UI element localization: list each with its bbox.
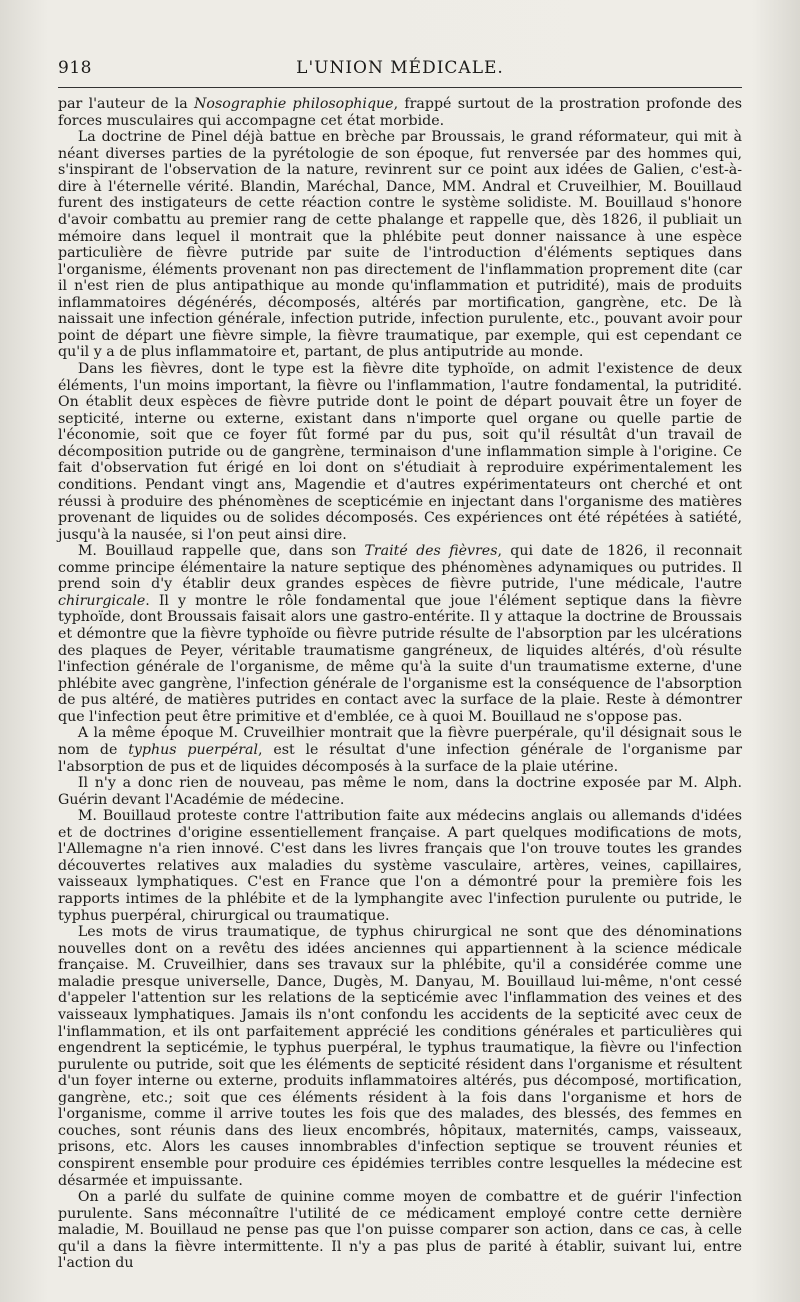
paragraph <box>58 543 742 725</box>
paragraph <box>58 808 742 924</box>
paragraph <box>58 775 742 808</box>
text-run: A la même époque M. Cruveilhier montrait que la fièvre puerpérale, qu'il désignait sous le nom de <box>58 725 742 758</box>
header-rule <box>58 87 742 88</box>
text-run: On a parlé du sulfate de quinine comme moyen de combattre et de guérir l'infection purulente. Sans méconnaître l'utilité de ce médicament employé contre cette dernière maladie, M. Bouillaud ne pense pas que l'on puisse comparer son action, dans ce cas, à celle qu'il a dans la fièvre intermittente. Il n'y a pas plus de parité à établir, suivant lui, entre l'action du <box>58 1189 742 1272</box>
text-run: . Il y montre le rôle fondamental que joue l'élément septique dans la fièvre typhoïde, dont Broussais faisait alors une gastro-entérite. Il y attaque la doctrine de Broussais et démontre que la fièvre typhoïde ou fièvre putride résulte de l'absorption par les ulcérations des plaques de Peyer, véritable traumatisme gangréneux, de liquides altérés, d'où résulte l'infection générale de l'organisme, de même qu'à la suite d'un traumatisme externe, d'une phlébite avec gangrène, l'infection générale de l'organisme est la conséquence de l'absorption de pus altéré, de matières putrides en contact avec la surface de la plaie. Reste à démontrer que l'infection peut être primitive et d'emblée, ce à quoi M. Bouillaud ne s'oppose pas. <box>58 592 742 725</box>
italic-text: Nosographie philosophique <box>194 96 394 112</box>
text-run: M. Bouillaud proteste contre l'attribution faite aux médecins anglais ou allemands d'idées et de doctrines d'origine essentiellement française. A part quelques modifications de mots, l'Allemagne n'a rien innové. C'est dans les livres français que l'on trouve toutes les grandes découvertes relatives aux maladies du système vasculaire, artères, veines, capillaires, vaisseaux lymphatiques. C'est en France que l'on a démontré pour la première fois les rapports intimes de la phlébite et de la lymphangite avec l'infection purulente ou putride, le typhus puerpéral, chirurgical ou traumatique. <box>58 808 742 924</box>
text-run: par l'auteur de la <box>58 96 194 112</box>
paragraph <box>58 129 742 361</box>
italic-text: typhus puerpéral <box>128 741 259 758</box>
text-run: Il n'y a donc rien de nouveau, pas même le nom, dans la doctrine exposée par M. Alph. Guérin devant l'Académie de médecine. <box>58 775 742 808</box>
paragraph <box>58 96 742 129</box>
italic-text: Traité des fièvres <box>364 543 498 560</box>
running-title: L'UNION MÉDICALE. <box>296 58 504 78</box>
text-run: , qui date de 1826, il reconnait comme principe élémentaire la nature septique des phénomènes adynamiques ou putrides. Il prend soin d'y établir deux grandes espèces de fièvre putride, l'une médicale, l'autre <box>58 543 743 593</box>
paragraph <box>58 1189 742 1272</box>
paragraph <box>58 924 742 1189</box>
paragraph <box>58 361 742 543</box>
text-run: Les mots de virus traumatique, de typhus chirurgical ne sont que des dénominations nouvelles dont on a revêtu des idées anciennes qui appartiennent à la science médicale française. M. Cruveilhier, dans ses travaux sur la phlébite, qu'il a considérée comme une maladie presque universelle, Dance, Dugès, M. Danyau, M. Bouillaud lui-même, n'ont cessé d'appeler l'attention sur les relations de la septicémie avec l'inflammation des veines et des vaisseaux lymphatiques. Jamais ils n'ont confondu les accidents de la septicité avec ceux de l'inflammation, et ils ont parfaitement apprécié les conditions générales et particulières qui engendrent la septicémie, le typhus puerpéral, le typhus traumatique, la fièvre ou l'infection purulente ou putride, soit que les éléments de septicité résident dans l'organisme et résultent d'un foyer interne ou externe, produits inflammatoires altérés, pus décomposé, mortification, gangrène, etc.; soit que ces éléments résident à la fois dans l'organisme et hors de l'organisme, comme il arrive toutes les fois que des malades, des blessés, des femmes en couches, sont réunis dans des lieux encombrés, hôpitaux, maternités, camps, vaisseaux, prisons, etc. Alors les causes innombrables d'infection septique se trouvent réunies et conspirent ensemble pour produire ces épidémies terribles contre lesquelles la médecine est désarmée et impuissante. <box>58 924 742 1189</box>
text-run: La doctrine de Pinel déjà battue en brèche par Broussais, le grand réformateur, qui mit à néant diverses parties de la pyrétologie de son époque, fut renversée par des hommes qui, s'inspirant de l'observation de la nature, revinrent sur ce point aux idées de Galien, c'est-à-dire à l'éternelle vérité. Blandin, Maréchal, Dance, MM. Andral et Cruveilhier, M. Bouillaud furent des instigateurs de cette réaction contre le système solidiste. M. Bouillaud s'honore d'avoir combattu au premier rang de cette phalange et rappelle que, dès 1826, il publiait un mémoire dans lequel il montrait que la phlébite peut donner naissance à une espèce particulière de fièvre putride par suite de l'introduction d'éléments septiques dans l'organisme, éléments provenant non pas directement de l'inflammation proprement dite (car il n'est rien de plus antipathique au monde qu'inflammation et putridité), mais de produits inflammatoires dégénérés, décomposés, altérés par mortification, gangrène, etc. De là naissait une infection générale, infection putride, infection purulente, etc., pouvant avoir pour point de départ une fièvre simple, la fièvre traumatique, par exemple, qui est cependant ce qu'il y a de plus inflammatoire et, partant, de plus antiputride au monde. <box>58 129 742 361</box>
article-body <box>58 96 742 1272</box>
text-run: M. Bouillaud rappelle que, dans son <box>77 543 365 560</box>
page-header <box>58 56 742 86</box>
text-run: , frappé surtout de la prostration profonde des forces musculaires qui accompagne cet état morbide. <box>58 96 743 129</box>
italic-text: chirurgicale <box>58 592 146 609</box>
text-run: , est le résultat d'une infection générale de l'organisme par l'absorption de pus et de liquides décomposés à la surface de la plaie utérine. <box>58 741 742 775</box>
text-run: Dans les fièvres, dont le type est la fièvre dite typhoïde, on admit l'existence de deux éléments, l'un moins important, la fièvre ou l'inflammation, l'autre fondamental, la putridité. On établit deux espèces de fièvre putride dont le point de départ pouvait être un foyer de septicité, interne ou externe, existant dans n'importe quel organe ou quelle partie de l'économie, soit que ce foyer fût formé par du pus, soit qu'il résultât d'un travail de décomposition putride ou de gangrène, terminaison d'une inflammation simple à l'origine. Ce fait d'observation fut érigé en loi dont on s'étudiait à reproduire expérimentalement les conditions. Pendant vingt ans, Magendie et d'autres expérimentateurs ont cherché et ont réussi à produire des phénomènes de scepticémie en injectant dans l'organisme des matières provenant de liquides ou de solides décomposés. Ces expériences ont été répétées à satiété, jusqu'à la nausée, si l'on peut ainsi dire. <box>58 361 742 543</box>
page-number: 918 <box>58 58 92 78</box>
paragraph <box>58 725 742 775</box>
